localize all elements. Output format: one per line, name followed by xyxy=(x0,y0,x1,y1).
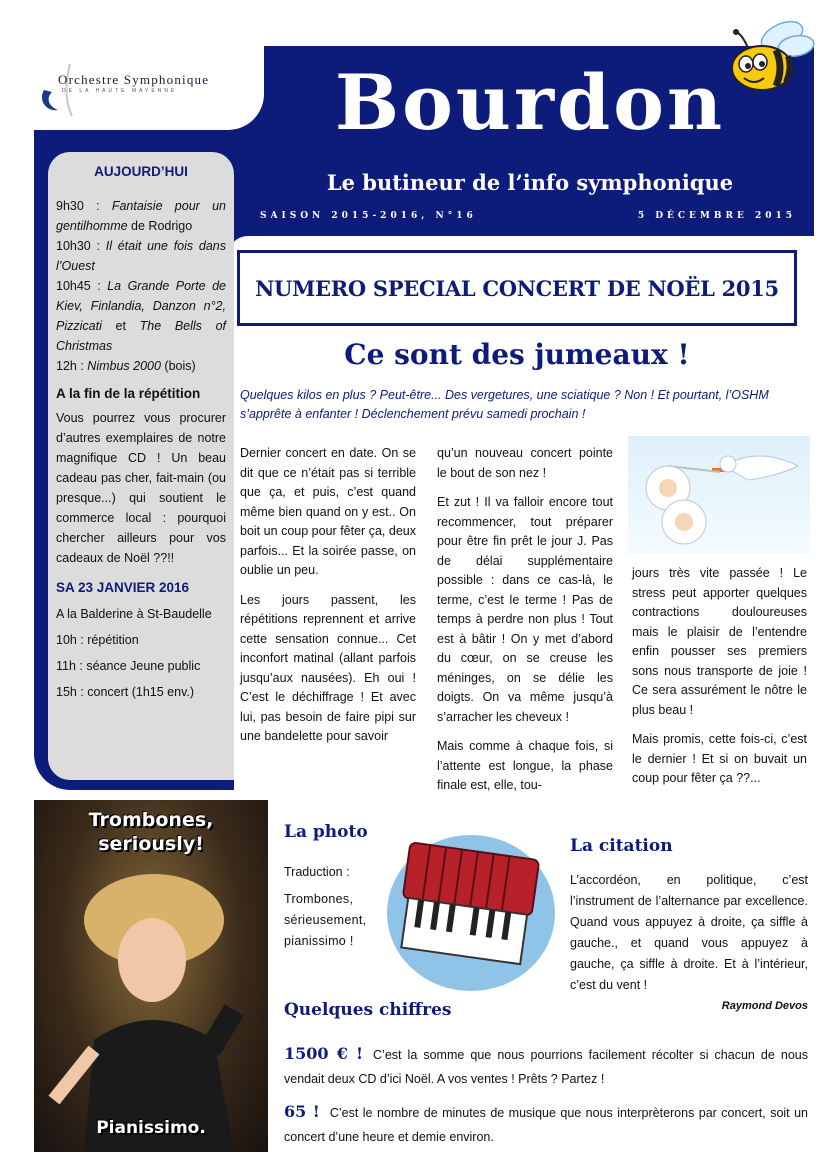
today-heading: AUJOURD’HUI xyxy=(94,164,188,179)
special-issue-box: NUMERO SPECIAL CONCERT DE NOËL 2015 xyxy=(237,250,797,326)
paragraph: Dernier concert en date. On se dit que ce n’était pas si terrible que ça, et puis, c’est quand même bien quand on y est.. On boit un coup pour fêter ça, deux parfois... Et la soirée passe, on oublie un peu. xyxy=(240,446,416,577)
figure-item xyxy=(284,1100,808,1149)
photo-caption-bottom: Pianissimo. xyxy=(96,1118,206,1138)
article-column-2 xyxy=(437,444,613,806)
issue-date: 5 DÉCEMBRE 2015 xyxy=(637,211,796,221)
article-column-3 xyxy=(632,564,807,799)
paragraph: Les jours passent, les répétitions reprennent et arrive cette sensation connue... Cet inconfort matinal (allant parfois jusqu’aux nausées). Eh oui ! C’est le déchiffrage ! Et avec lui, pas besoin de faire pipi sur une bandelette pour savoir xyxy=(240,592,416,743)
masthead-title: Bourdon xyxy=(334,58,726,147)
photo-caption-top: Trombones, seriously! xyxy=(88,809,214,855)
paragraph: jours très vite passée ! Le stress peut apporter quelques contractions douloureuses mais le plaisir de l’entendre enfin pousser ses premiers sons nous transporte de joie ! Ce sera assurément le nôtre le plus beau ! xyxy=(632,566,807,717)
next-item: 15h : concert (1h15 env.) xyxy=(56,685,195,699)
article-headline: Ce sont des jumeaux ! xyxy=(344,338,690,371)
conductor-photo xyxy=(34,800,268,1152)
stork-twins-illustration xyxy=(628,436,810,554)
paragraph: Mais promis, cette fois-ci, c’est le dernier ! Et si on buvait un coup pour fêter ça ??... xyxy=(632,732,807,785)
end-rehearsal-text: Vous pourrez vous procurer d’autres exemplaires de notre magnifique CD ! Un beau cadeau pas cher, fait-main (ou presque...) qui soutient le commerce local : pourquoi chercher ailleurs pour vos cadeaux de Noël ??!! xyxy=(56,411,226,565)
photo-section-title: La photo xyxy=(284,822,368,842)
next-item: 11h : séance Jeune public xyxy=(56,659,201,673)
next-item: A la Balderine à St-Baudelle xyxy=(56,607,212,621)
issue-season: SAISON 2015-2016, N°16 xyxy=(260,211,477,221)
quote-author: Raymond Devos xyxy=(721,1000,808,1012)
end-rehearsal-heading: A la fin de la répétition xyxy=(56,386,201,401)
schedule-item: 10h30 : Il était une fois dans l’Ouest xyxy=(56,239,226,273)
figure-number: 65 ! xyxy=(284,1102,320,1121)
tagline: Le butineur de l’info symphonique xyxy=(326,170,734,195)
schedule-item: 10h45 : La Grande Porte de Kiev, Finlandia, Danzon n°2, Pizzicati et The Bells of Christmas xyxy=(56,279,226,353)
paragraph: Et zut ! Il va falloir encore tout recommencer, tout préparer pour être fin prêt le jour J. Pas de délai supplémentaire possible : dans ce cas-là, le terme, c’est le terme ! Pas de temps à perdre non plus ! Tout est à bâtir ! On y met d’abord du cœur, on se creuse les méninges, on se délie les doigts. On va même jusqu’à s’arracher les cheveux ! xyxy=(437,495,613,724)
figure-item xyxy=(284,1042,808,1091)
quote-section-title: La citation xyxy=(570,836,673,856)
figure-text: C’est la somme que nous pourrions facilement récolter si chacun de nous vendait deux CD d’ici Noël. A vos ventes ! Prêts ? Partez ! xyxy=(284,1048,808,1086)
schedule-item: 9h30 : Fantaisie pour un gentilhomme de Rodrigo xyxy=(56,199,226,233)
logo-title: Orchestre Symphonique xyxy=(58,72,210,87)
article-lead: Quelques kilos en plus ? Peut-être... Des vergetures, une sciatique ? Non ! Et pourtant, l’OSHM s’apprête à enfanter ! Déclenchement prévu samedi prochain ! xyxy=(240,388,769,421)
next-item: 10h : répétition xyxy=(56,633,139,647)
figure-number: 1500 € ! xyxy=(284,1044,364,1063)
schedule-item: 12h : Nimbus 2000 (bois) xyxy=(56,359,196,373)
orchestra-logo xyxy=(40,60,250,120)
paragraph: qu’un nouveau concert pointe le bout de son nez ! xyxy=(437,446,613,480)
quote-text: L’accordéon, en politique, c’est l’instrument de l’alternance par excellence. Quand vous appuyez à droite, ça siffle à gauche., et quand vous appuyez à gauche, ça siffle à droite. Et à l’intérieur, c’est du vent ! xyxy=(570,873,808,992)
paragraph: Mais comme à chaque fois, si l’attente est longue, la phase finale est, elle, tou- xyxy=(437,739,613,792)
sidebar xyxy=(48,152,234,780)
photo-translation: Traduction : Trombones, sérieusement, pianissimo ! xyxy=(284,865,367,948)
next-date-heading: SA 23 JANVIER 2016 xyxy=(56,580,190,595)
logo-subtitle: DE LA HAUTE MAYENNE xyxy=(62,88,178,94)
figures-section-title: Quelques chiffres xyxy=(284,1000,452,1020)
accordion-illustration xyxy=(386,833,556,993)
bee-icon xyxy=(726,20,816,95)
article-column-1 xyxy=(240,444,416,757)
figure-text: C’est le nombre de minutes de musique que nous interprèterons par concert, soit un concert d’une heure et demie environ. xyxy=(284,1106,808,1144)
